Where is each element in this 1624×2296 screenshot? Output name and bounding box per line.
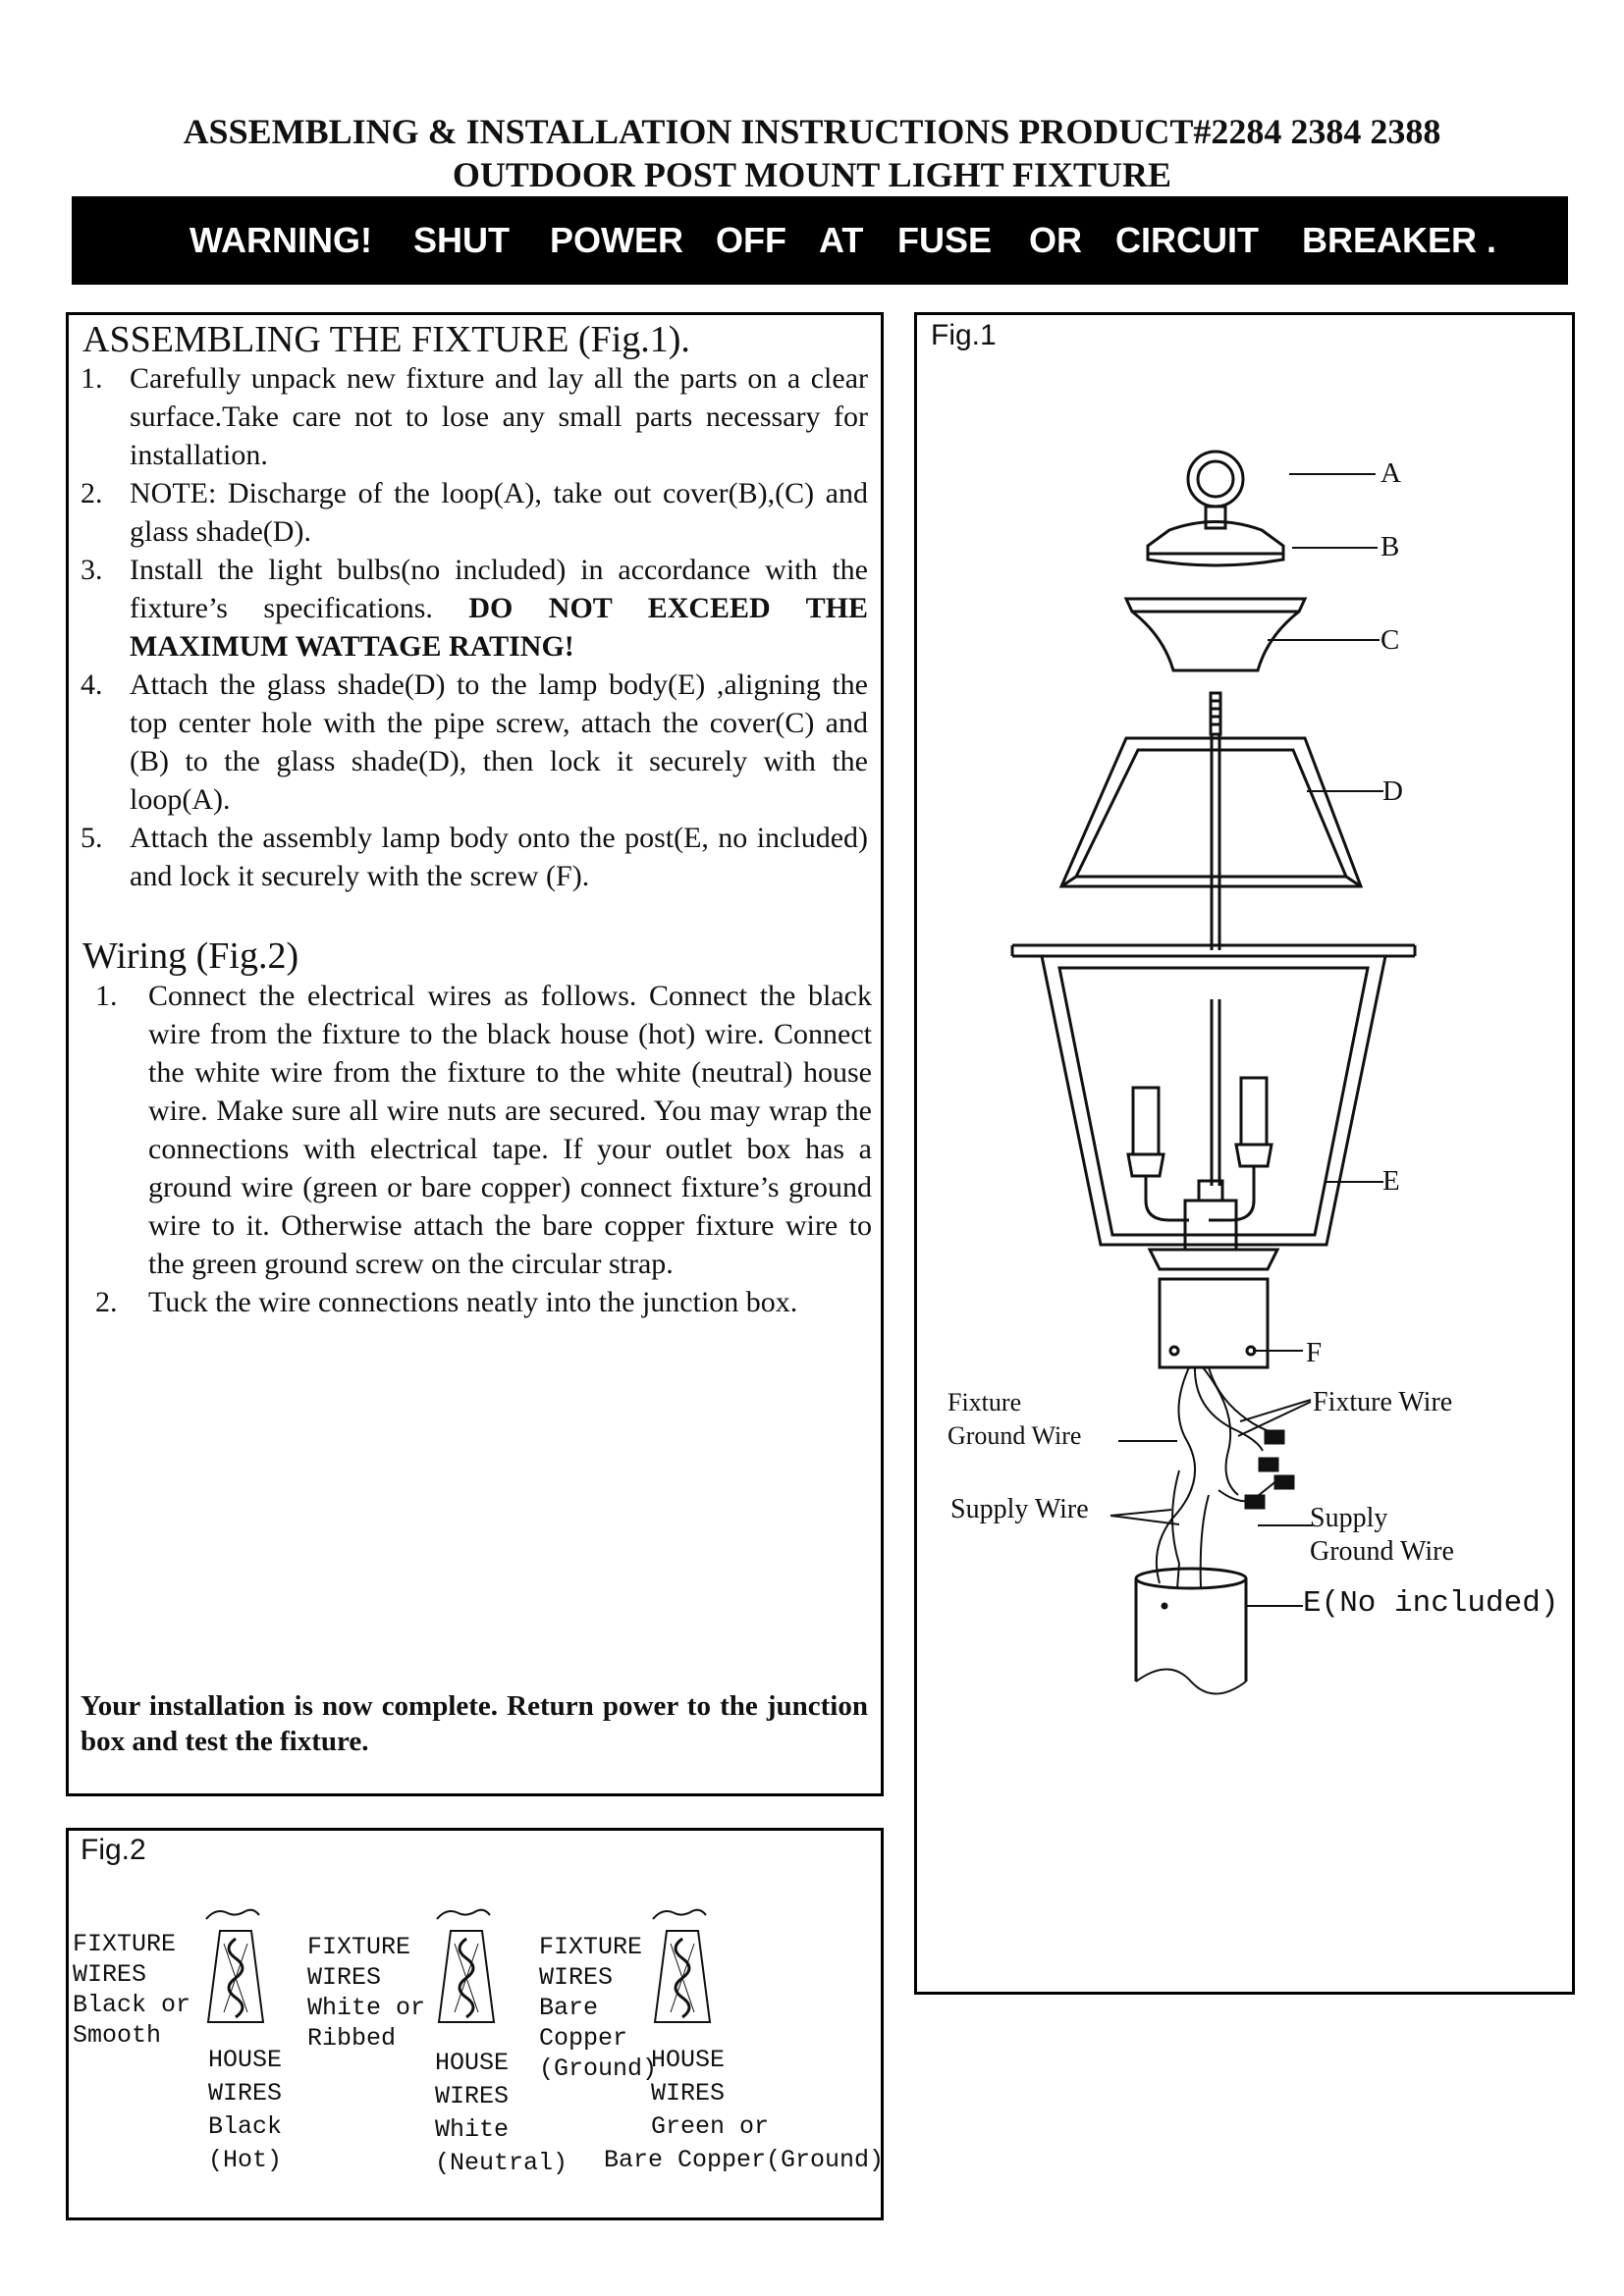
list-item [95,1283,872,1321]
house-wires-white-caption: HOUSE WIRES White (Neutral) [435,2049,568,2177]
list-item [81,551,868,666]
step-number: 4. [81,668,103,701]
warning-word: OR [1029,220,1082,260]
list-item [81,359,868,474]
document-subtitle: OUTDOOR POST MOUNT LIGHT FIXTURE [452,155,1172,194]
warning-banner [72,196,1568,285]
step-text: Attach the glass shade(D) to the lamp body(E) ,aligning the top center hole with the pipe screw, attach the cover(C) and (B) to the glass shade(D), then lock it securely with the loop(A). [130,668,868,816]
completion-note: Your installation is now complete. Return power to the junction box and test the fixture. [81,1690,868,1757]
step-text: Connect the electrical wires as follows. Connect the black wire from the fixture to the black house (hot) wire. Connect the white wire from the fixture to the white (neutral) house wire. Make sure all wire nuts are secured. You may wrap the connections with electrical tape. If your outlet box has a ground wire (green or bare copper) connect fixture’s ground wire to it. Otherwise attach the bare copper fixture wire to the green ground screw on the circular strap. [148,980,872,1280]
fixture-wire-label: Fixture Wire [1313,1387,1453,1417]
step-number: 1. [95,980,118,1012]
list-item [81,474,868,551]
list-item [81,819,868,895]
fig2-label: Fig.2 [81,1834,146,1866]
warning-word: WARNING! [189,220,372,260]
warning-word: FUSE [897,220,993,260]
post-label: E(No included) [1303,1586,1559,1621]
fixture-wires-black-caption: FIXTURE WIRES Black or Smooth [73,1930,191,2050]
assembling-steps [81,359,868,895]
fixture-wires-white-caption: FIXTURE WIRES White or Ribbed [307,1933,426,2053]
part-label-d: D [1382,775,1403,807]
warning-word: POWER [550,220,684,260]
wattage-warning: DO NOT EXCEED THE MAXIMUM WATTAGE RATING! [130,592,868,663]
part-label-a: A [1380,457,1401,489]
warning-word: SHUT [413,220,510,260]
supply-wire-label: Supply Wire [950,1494,1089,1524]
warning-word: OFF [716,220,786,260]
list-item [81,666,868,819]
step-text: Carefully unpack new fixture and lay all the parts on a clear surface.Take care not to lose any small parts necessary for installation. [130,362,868,471]
step-number: 5. [81,822,103,854]
part-label-f: F [1306,1337,1323,1368]
house-wires-black-caption: HOUSE WIRES Black (Hot) [208,2046,283,2174]
warning-word: AT [819,220,864,260]
house-wires-ground-caption: HOUSE WIRES Green or Bare Copper(Ground) [604,2046,885,2174]
step-text: NOTE: Discharge of the loop(A), take out cover(B),(C) and glass shade(D). [130,477,868,548]
warning-word: BREAKER . [1302,220,1497,260]
step-number: 2. [95,1286,118,1318]
wiring-steps [95,977,872,1321]
supply-ground-wire-label: Supply Ground Wire [1310,1503,1454,1567]
wire-nut-icon [643,1899,722,2042]
step-number: 2. [81,477,103,509]
step-text: Tuck the wire connections neatly into the junction box. [148,1286,798,1318]
part-label-b: B [1380,531,1400,562]
wiring-heading: Wiring (Fig.2) [82,935,299,977]
fixture-ground-wire-label: Fixture Ground Wire [947,1388,1082,1450]
fixture-wires-ground-caption: FIXTURE WIRES Bare Copper (Ground) [539,1933,658,2083]
fixture-exploded-diagram [914,312,1575,1995]
fig1-label: Fig.1 [931,319,997,351]
step-text: Attach the assembly lamp body onto the post(E, no included) and lock it securely with the screw (F). [130,822,868,892]
step-number: 1. [81,362,103,395]
assembling-heading: ASSEMBLING THE FIXTURE (Fig.1). [82,319,690,360]
part-label-c: C [1380,624,1400,656]
document-title: ASSEMBLING & INSTALLATION INSTRUCTIONS PRODUCT#2284 2384 2388 [183,112,1441,151]
list-item [95,977,872,1283]
step-number: 3. [81,554,103,586]
warning-word: CIRCUIT [1115,220,1259,260]
wire-nut-icon [196,1899,275,2042]
part-label-e: E [1382,1165,1400,1197]
step-text: Install the light bulbs(no included) in accordance with the fixture’s specifications. [130,554,868,624]
wire-nut-icon [427,1899,506,2042]
